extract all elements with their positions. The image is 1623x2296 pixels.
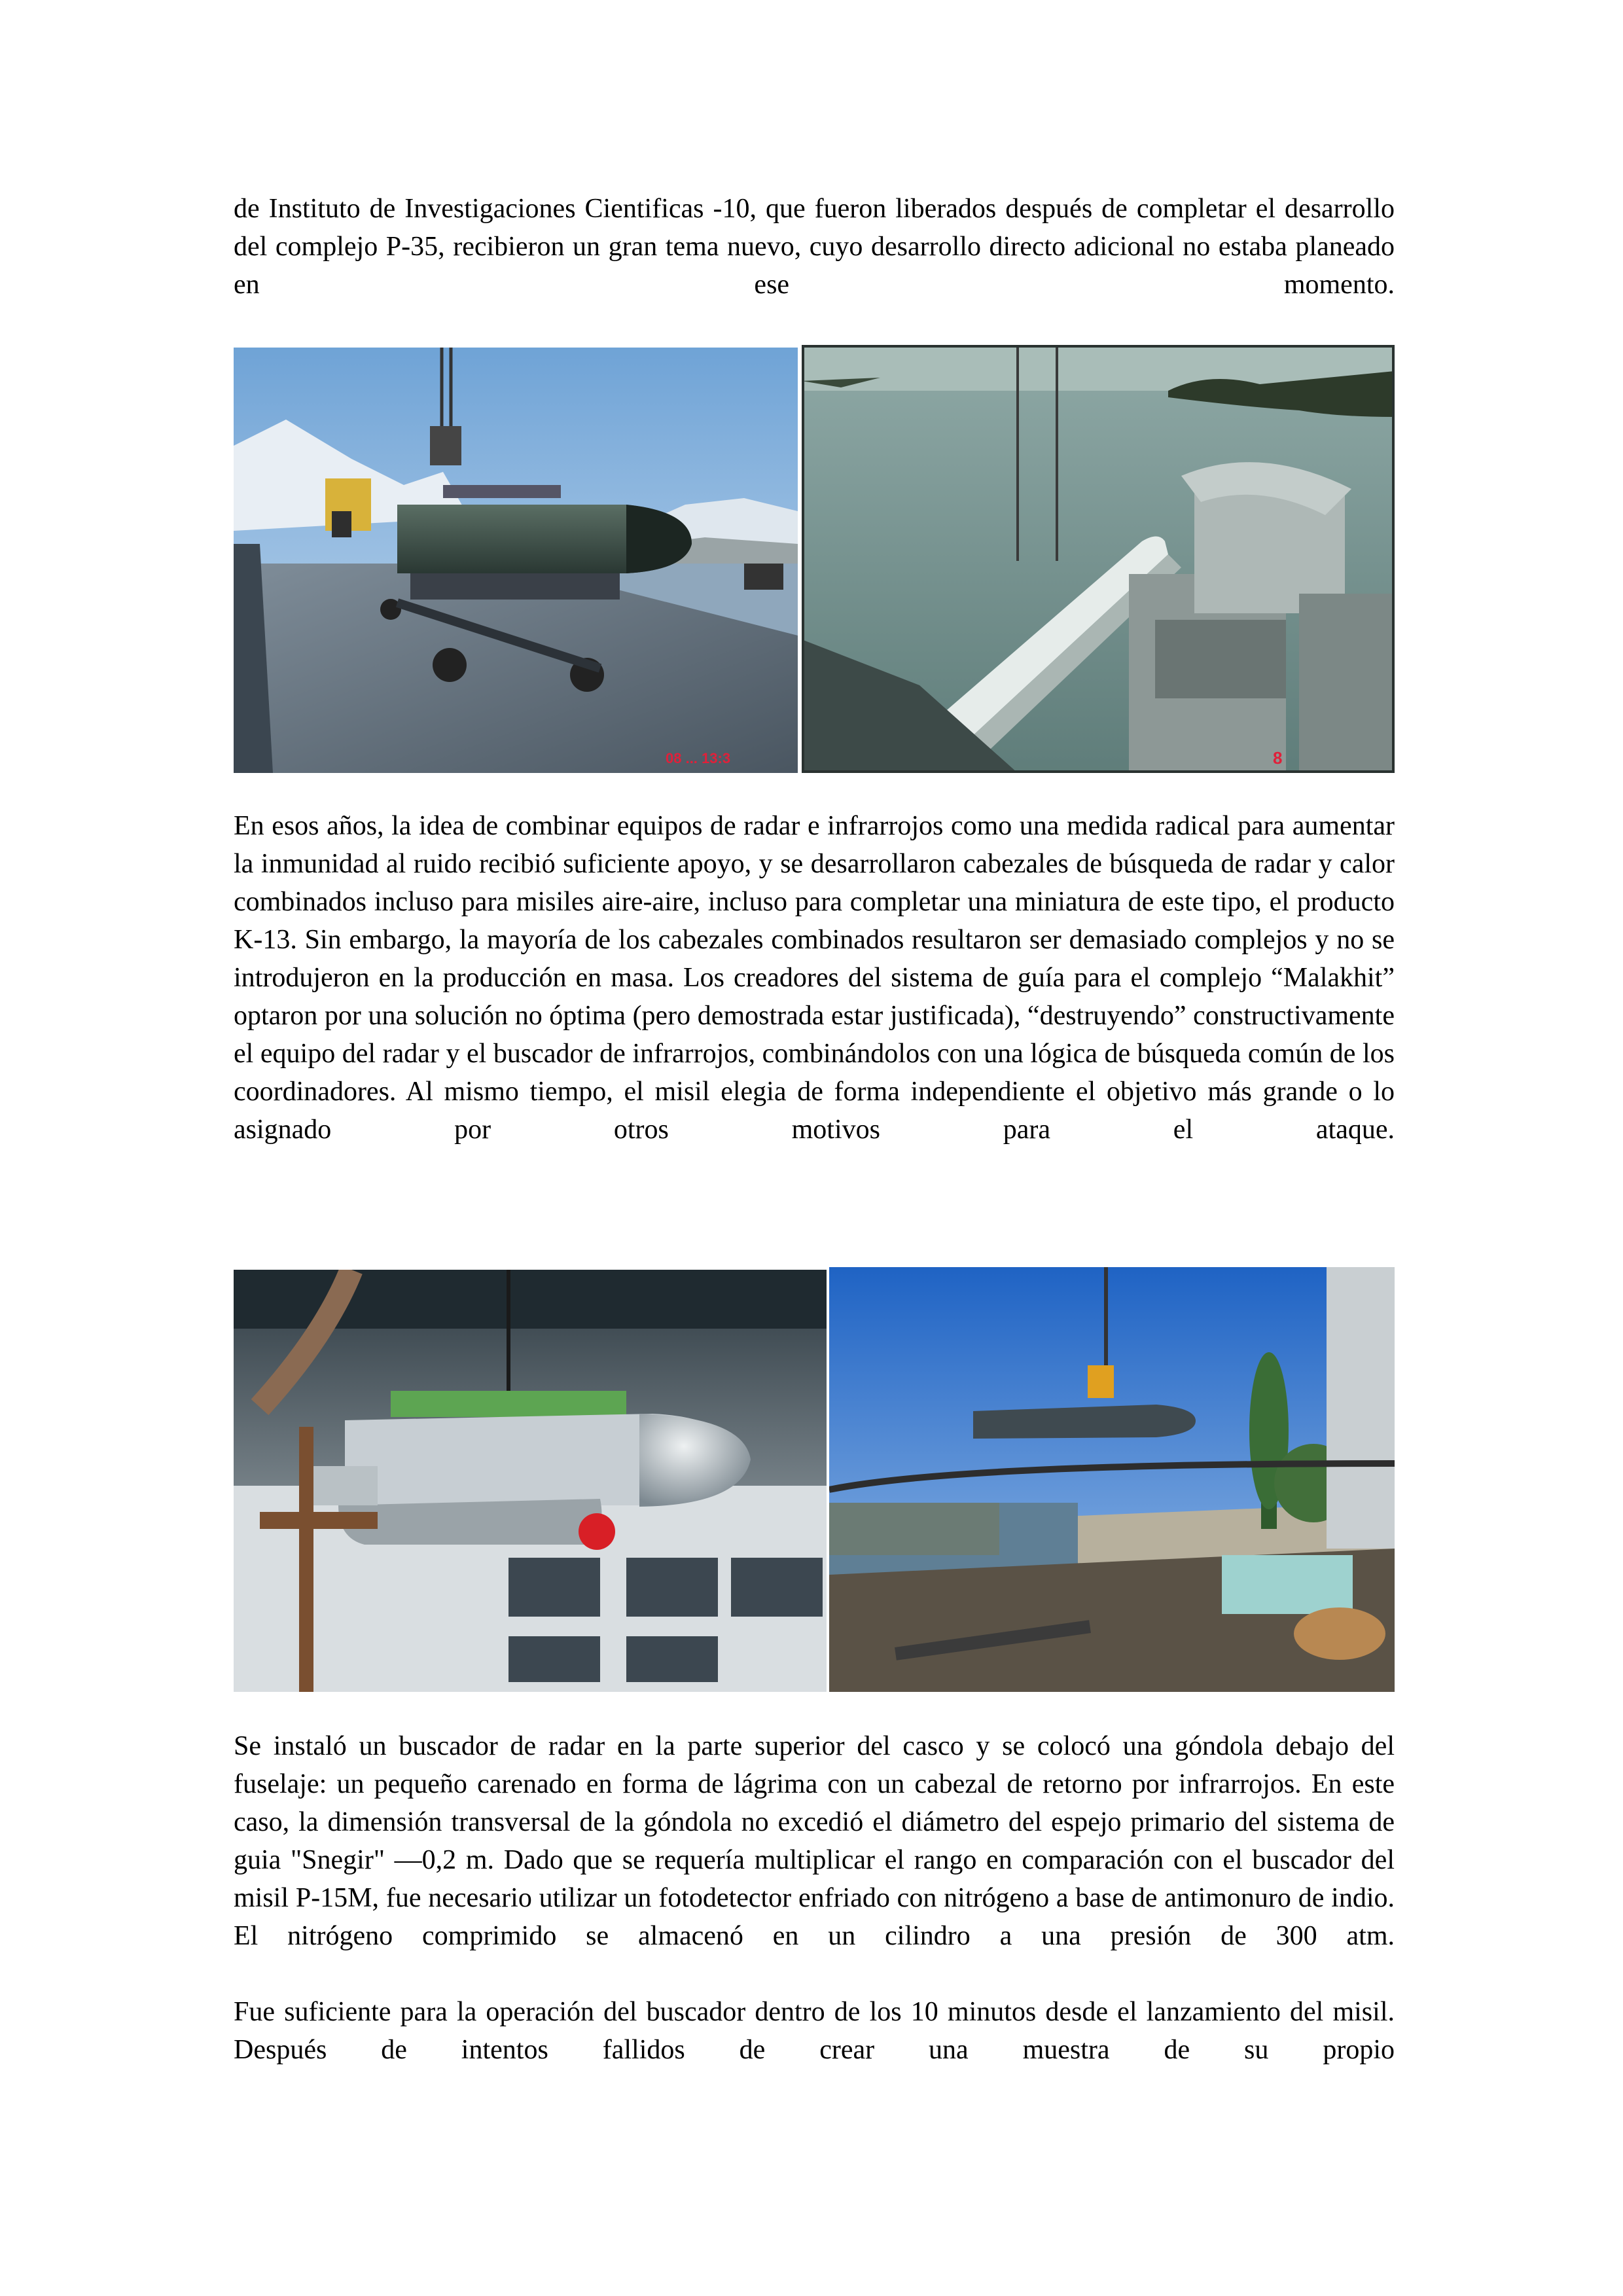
svg-text:08 ... 13:3: 08 ... 13:3: [666, 750, 731, 766]
missile-hoisted-dock-photo: [829, 1267, 1395, 1692]
missile-on-trolley-photo: [234, 348, 798, 773]
missile-on-crane-photo: [234, 1270, 827, 1692]
paragraph-seeker-operation: Fue suficiente para la operación del buscador dentro de los 10 minutos desde el lanzamiento del misil. Después de intentos fallidos de crear una muestra de su propio: [234, 1997, 1395, 2065]
paragraph-intro: de Instituto de Investigaciones Cientificas -10, que fueron liberados después de completar el desarrollo del complejo P-35, recibieron un gran tema nuevo, cuyo desarrollo directo adicional no estaba planeado en ese momento.: [234, 194, 1395, 300]
svg-text:8: 8: [1273, 748, 1283, 768]
paragraph-combined-seekers: En esos años, la idea de combinar equipos de radar e infrarrojos como una medida radical para aumentar la inmunidad al ruido recibió suficiente apoyo, y se desarrollaron cabezales de búsqueda de radar y calor combinados incluso para misiles aire-aire, incluso para completar una miniatura de este tipo, el producto K-13. Sin embargo, la mayoría de los cabezales combinados resultaron ser demasiado complejos y no se introdujeron en la producción en masa. Los creadores del sistema de guía para el complejo “Malakhit” optaron por una solución no óptima (pero demostrada estar justificada), “destruyendo” constructivamente el equipo del radar y el buscador de infrarrojos, combinándolos con una lógica de búsqueda común de los coordinadores. Al mismo tiempo, el misil elegia de forma independiente el objetivo más grande o lo asignado por otros motivos para el ataque.: [234, 811, 1395, 1145]
paragraph-seeker-description: Se instaló un buscador de radar en la parte superior del casco y se colocó una góndola debajo del fuselaje: un pequeño carenado en forma de lágrima con un cabezal de retorno por infrarrojos. En este caso, la dimensión transversal de la góndola no excedió el diámetro del espejo primario del sistema de guia "Snegir" —0,2 m. Dado que se requería multiplicar el rango en comparación con el buscador del misil P-15M, fue necesario utilizar un fotodetector enfriado con nitrógeno a base de antimonuro de indio. El nitrógeno comprimido se almacenó en un cilindro a una presión de 300 atm.: [234, 1731, 1395, 1951]
missile-loading-radar-photo: [802, 345, 1395, 773]
